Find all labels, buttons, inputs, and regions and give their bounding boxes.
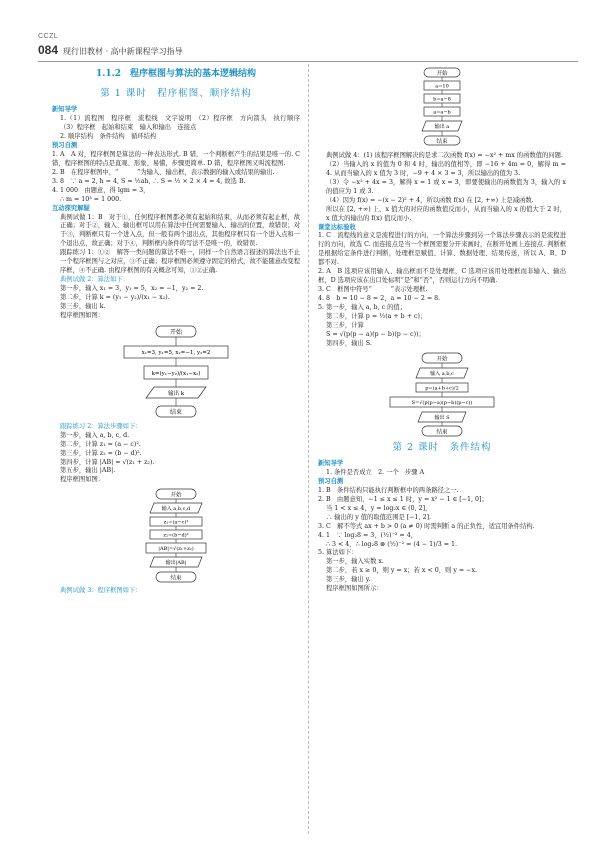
xz-2: 2. 顺序结构 条件结构 循环结构 (60, 133, 157, 141)
y-1: 1. B 条件结构只能执行判断框中的两条路径之一. (318, 486, 459, 494)
xz-1: 1.（1）流程图 程序框 流程线 文字说明 （2）程序框 方向箭头 执行顺序 （3）程序框 起始和结束 输入和输出 连接点 (60, 115, 307, 132)
brand-label: CCZL (38, 33, 59, 40)
column-divider (308, 64, 309, 834)
fc4-begin-label: 开始 (436, 356, 448, 363)
heading-yuxi2: 预习自测 (318, 477, 344, 485)
k-3: 3. C 框图中符号“ ”表示处理框. (318, 286, 428, 294)
fc1-end-label: 结束 (169, 408, 183, 416)
fc4-s: S=√(p(p−a)(p−b)(p−c)) (411, 399, 473, 406)
gz-2: 跟踪练习 2：算法步骤如下： (60, 422, 142, 430)
fc4-out: 输出 S (434, 414, 450, 421)
lesson-title: 第 1 课时 程序框图、顺序结构 (100, 87, 252, 99)
t-2: 第二步，计算 z₁ = (a − c)². (60, 440, 141, 448)
t-5: 第五步，输出 |AB|. (60, 467, 116, 475)
fc2-end-label: 结束 (170, 575, 182, 582)
yx-3: 3. 8 ∵ a = 2, h = 4, S = ½ah, ∴ S = ½ × 2 × 4 = 4, 故选 B. (52, 177, 246, 185)
book-title: 现行旧教材 · 高中新课程学习指导 (63, 46, 183, 56)
y-2b: 当 1 < x ≤ 4，y = log₂x ∈ (0, 2]， (326, 504, 432, 512)
t-4: 第四步，计算 |AB| = √(z₁ + z₂). (60, 458, 155, 466)
section-title: 1.1.2 程序框图与算法的基本逻辑结构 (95, 69, 257, 79)
heading-yuxi: 预习自测 (52, 142, 78, 149)
e-2: （2）当输入的 x 的值为 0 和 4 时，输出的值相等，即 −16 + 4m = 0，解得 m = 4. 从而当输入的 x 值为 3 时，−9 + 4 × 3 = 3，所以输出的值为 3. (326, 160, 566, 177)
flowchart-4 (382, 352, 502, 438)
s-4: 程序框图如图： (60, 311, 105, 319)
heading-hudong: 互动探究解疑 (52, 204, 90, 212)
k-4: 4. 8 b = 10 − 8 = 2，a = 10 − 2 = 8. (318, 295, 441, 302)
y-3: 3. C 解不等式 ax + b > 0 (a ≠ 0) 时需判断 a 的正负性，适宜用条件结构. (318, 522, 535, 530)
flowchart-1 (116, 324, 236, 420)
k-2: 2. A B 选项应该用输入、输出框而不是处理框，C 选项应该用处理框而非输入、输出框，D 选项应该在出口处标明“是”和“否”，否则运行方向不明确. (318, 268, 566, 285)
y-4: 4. 1 ∵ log₂8 = 3，(½)⁻² = 4， (318, 531, 418, 539)
y-5d: 程序框图如图所示： (326, 585, 383, 593)
fc2-out: 输出|AB| (165, 560, 187, 567)
fc3-b: b=a−8 (433, 96, 451, 103)
page-header (38, 32, 578, 62)
y-5b: 第二步，若 x ≥ 0，则 y = x；若 x < 0，则 y = −x. (326, 567, 477, 575)
flowchart-2 (126, 488, 226, 584)
right-column (318, 64, 566, 594)
fc4-p: p=(a+b+c)/2 (425, 385, 459, 392)
e-4: （4）因为 f(x) = −(x − 2)² + 4，所以函数 f(x) 在 [2, +∞) 上是减函数. (326, 196, 534, 204)
t-3: 第三步，计算 z₂ = (b − d)². (60, 449, 142, 457)
fc2-in: 输入 a,b,c,d (161, 506, 191, 513)
k-5d: S = √(p(p − a)(p − b)(p − c))； (326, 330, 425, 338)
heading-ketang: 课堂达标验收 (318, 223, 356, 231)
hd-2: 典例试做 2：算法如下： (60, 276, 129, 284)
e-1: 典例试做 4：(1) 该程序框图解决的是求二次函数 f(x) = −x² + mx 的函数值的问题. (326, 152, 563, 159)
k-5: 5. 第一步，输入 a, b, c 的值； (318, 303, 407, 311)
header-rule (38, 61, 578, 62)
y-5a: 第一步，输入实数 x. (326, 558, 384, 566)
hd-3: 典例试做 3：程序框图如下： (60, 587, 142, 595)
heading-xinzhi: 新知导学 (52, 106, 78, 114)
y-2c: ∴ 输出的 y 值的取值范围是 [−1, 2]. (326, 513, 432, 521)
fc2-ab: |AB|=√(z₁+z₂) (158, 546, 194, 553)
yx-4b: ∴ m = 10³ = 1 000. (60, 195, 122, 203)
y-2: 2. B 由题意知，−1 ≤ x ≤ 1 时，y = x² − 1 ∈ [−1, 0]； (318, 495, 488, 503)
fc3-end-label: 结束 (436, 139, 448, 145)
fc2-z2: z₂=(b−d)² (163, 532, 189, 539)
fc4-in: 输入 a,b,c (430, 370, 454, 377)
s-2: 第二步，计算 k = (y₁ − y₂)/(x₁ − x₂). (60, 293, 170, 301)
lesson2-title: 第 2 课时 条件结构 (392, 441, 492, 453)
s-3: 第三步，输出 k. (60, 302, 106, 310)
k-5b: 第二步，计算 p = ½(a + b + c)； (326, 312, 427, 320)
fc3-begin-label: 开始 (436, 71, 448, 77)
yx-1: 1. A A 对，程序框图是算法的一种表达形式. B 错，一个判断框产生的结果是唯一的. C 错，程序框图的特点是直观、形象、易懂，步骤更简单. D 错，程序框图又叫流程图. (52, 150, 300, 167)
gz-1: 跟踪练习 1：①② 解答一类问题的算法不唯一，同样一个自然语言描述的算法也不止一个程序框图与之对应，③不正确；程序框图必须遵守固定的格式，故不能随意改变程序框，④不正确. 由程序框图的有关概念可知，①②正确. (60, 249, 300, 275)
fc2-z1: z₁=(a−c)² (163, 519, 189, 526)
k-5c: 第三步，计算 (326, 321, 364, 329)
t-6: 程序框图如图： (60, 476, 105, 484)
k-5e: 第四步，输出 S. (326, 339, 372, 347)
e-5: 所以在 [2, +∞) 上，x 值大的对应的函数值反而小，从而当输入的 x 的值大于 2 时，x 值大的输出的 f(x) 值反而小. (326, 205, 566, 222)
k-1: 1. C 流程线的意义是流程进行的方向，一个算法步骤到另一个算法步骤表示的是流程进行的方向，故选 C. 而连接点是当一个框图需要分开来画时，在断开处画上连接点. 判断框是根据给定条件进行判断，处理框是赋值、计算、数据处理、结果传送，所以 A、B、D 都不对. (318, 232, 566, 267)
heading-xinzhi2: 新知导学 (318, 460, 344, 468)
y-5c: 第三步，输出 y. (326, 576, 371, 584)
yx-4a: 4. 1 000 由题意，得 lgm = 3， (52, 186, 150, 194)
fc1-calc: k=(y₁−y₂)/(x₁−x₂) (151, 370, 201, 377)
yx-2: 2. B 在程序框图中，“ ”为输入、输出框，表示数据的输入或结果的输出. (52, 168, 275, 176)
x2-a: 1. 条件是否成立 2. 一个 步骤 A (326, 469, 425, 477)
fc1-assign: x₁=3, y₁=5, x₂=−1, y₂=2 (141, 349, 211, 356)
fc3-out: 输出 a (434, 124, 450, 130)
t-1: 第一步，输入 a, b, c, d. (60, 431, 130, 439)
fc4-end-label: 结束 (436, 429, 448, 436)
left-column (52, 64, 307, 596)
flowchart-3 (412, 67, 472, 149)
y-4b: ∴ 3 < 4，∴ log₂8 ⊗ (½)⁻² = (4 − 1)/3 = 1. (326, 540, 458, 548)
page-number: 084 (38, 42, 59, 57)
fc1-begin-label: 开始 (169, 328, 183, 336)
fc3-a: a=10 (435, 83, 449, 90)
s-1: 第一步，输入 x₁ = 3，y₁ = 5，x₂ = −1，y₂ = 2. (60, 285, 204, 292)
hd-1: 典例试做 1：B 对于①，任何程序框图都必须有起始和结束，从而必须有起止框，故正确；对于②，输入、输出框可以用在算法中任何需要输入、输出的位置，故错误；对于③，判断框只有一个进入点，但一般有两个退出点，其他程序框只有一个进入点和一个退出点，故正确；对于④，判断框内条件的写法不是唯一的，故错误. (60, 213, 300, 248)
fc2-begin-label: 开始 (170, 492, 182, 499)
y-5: 5. 算法如下： (318, 549, 358, 557)
fc1-out: 输出 k (167, 390, 185, 397)
e-3: （3）令 −x² + 4x = 3，解得 x = 1 或 x = 3，即要使输出的函数值为 3，输入的 x 的值应为 1 或 3. (326, 178, 566, 195)
fc3-c: a=a−b (433, 109, 451, 116)
